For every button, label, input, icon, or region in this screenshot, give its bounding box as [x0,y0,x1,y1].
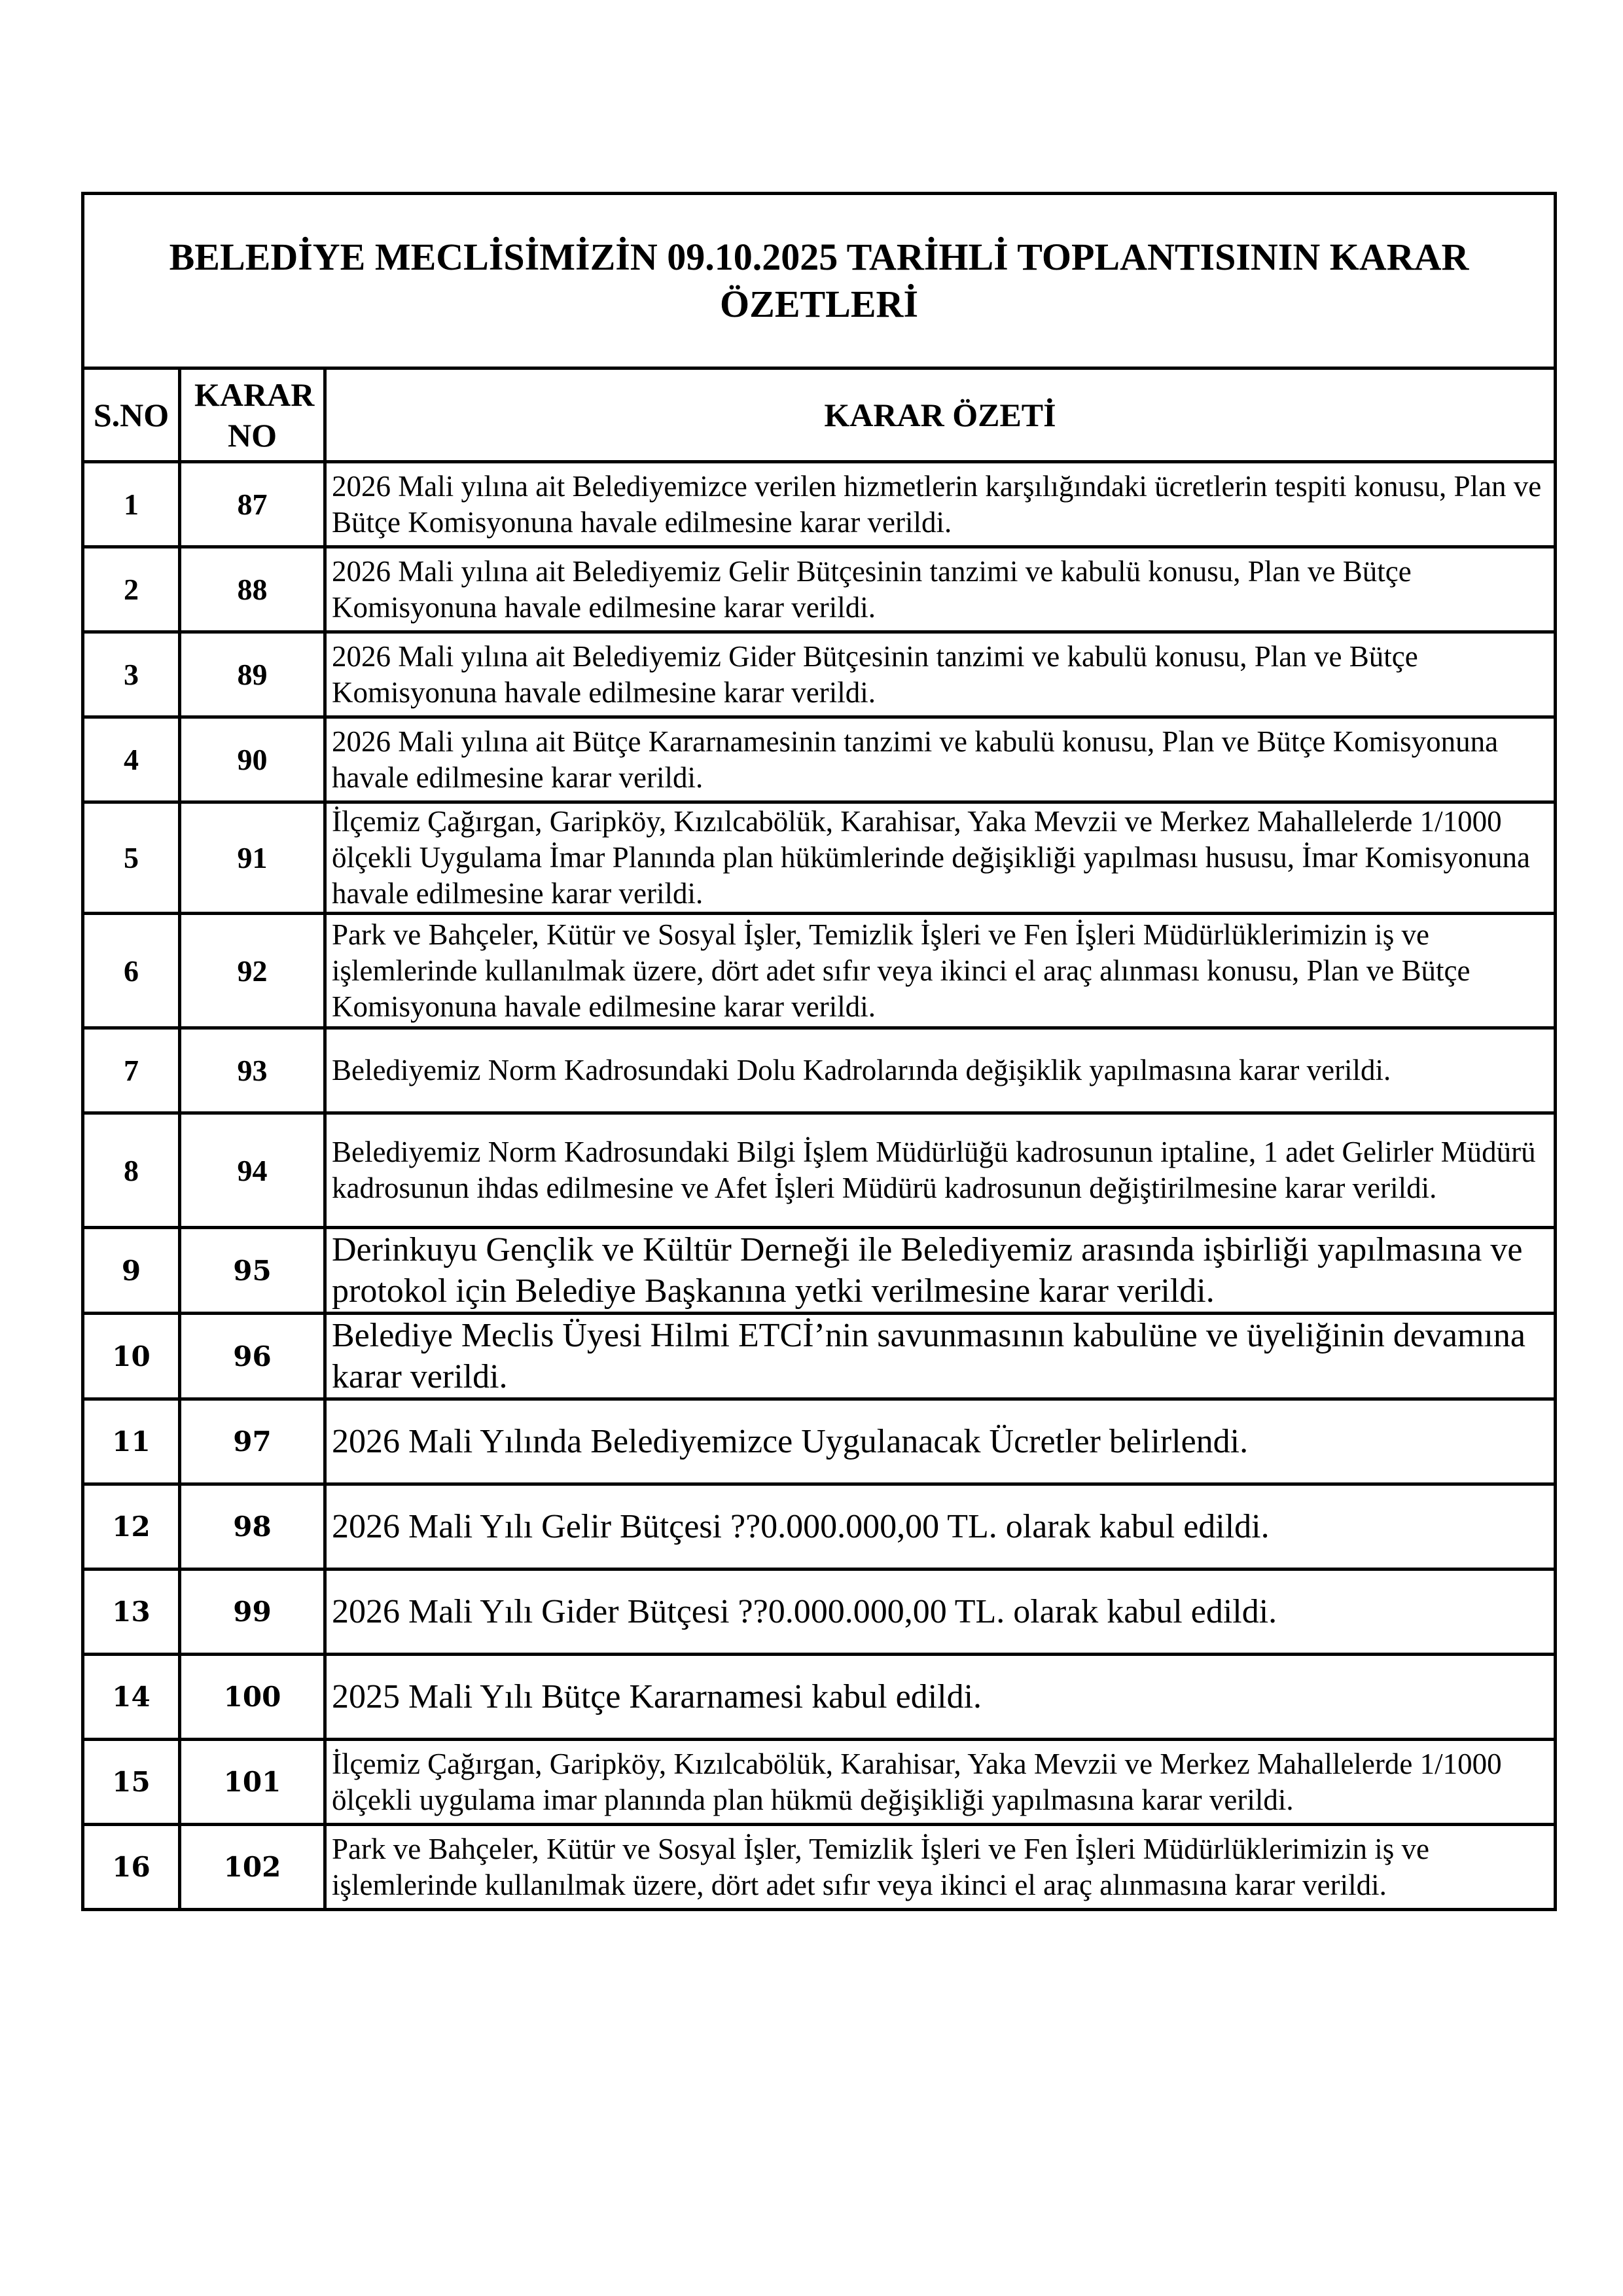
decision-summary: 2026 Mali yılına ait Belediyemiz Gider Bütçesinin tanzimi ve kabulü konusu, Plan ve Bütçe Komisyonuna havale edilmesine karar verildi. [325,632,1556,717]
header-decision-summary: KARAR ÖZETİ [325,368,1556,462]
serial-number: 2 [83,547,180,632]
serial-number: 1 [83,462,180,547]
table-row [83,547,1556,632]
decision-summary: İlçemiz Çağırgan, Garipköy, Kızılcabölük, Karahisar, Yaka Mevzii ve Merkez Mahallelerde 1/1000 ölçekli Uygulama İmar Planında plan hükümlerinde değişikliği yapılması hususu, İmar Komisyonuna havale edilmesine karar verildi. [325,802,1556,914]
decision-summary: 2025 Mali Yılı Bütçe Kararnamesi kabul edildi. [325,1655,1556,1740]
decision-number: 97 [180,1399,325,1484]
decision-number: 89 [180,632,325,717]
decision-number: 98 [180,1484,325,1570]
table-row [83,1228,1556,1314]
table-row [83,1028,1556,1113]
table-row [83,462,1556,547]
document-title: BELEDİYE MECLİSİMİZİN 09.10.2025 TARİHLİ TOPLANTISININ KARAR ÖZETLERİ [83,194,1556,368]
decision-summary: Park ve Bahçeler, Kütür ve Sosyal İşler, Temizlik İşleri ve Fen İşleri Müdürlüklerimizin iş ve işlemlerinde kullanılmak üzere, dört adet sıfır veya ikinci el araç alınması konusu, Plan ve Bütçe Komisyonuna havale edilmesine karar verildi. [325,914,1556,1028]
table-row [83,1484,1556,1570]
decision-summary: Park ve Bahçeler, Kütür ve Sosyal İşler, Temizlik İşleri ve Fen İşleri Müdürlüklerimizin iş ve işlemlerinde kullanılmak üzere, dört adet sıfır veya ikinci el araç alınmasına karar verildi. [325,1825,1556,1910]
decision-summary: 2026 Mali yılına ait Belediyemizce verilen hizmetlerin karşılığındaki ücretlerin tespiti konusu, Plan ve Bütçe Komisyonuna havale edilmesine karar verildi. [325,462,1556,547]
decision-number: 96 [180,1314,325,1399]
decision-number: 87 [180,462,325,547]
serial-number: 9 [83,1228,180,1314]
serial-number: 4 [83,717,180,802]
table-row [83,1399,1556,1484]
decision-summary: İlçemiz Çağırgan, Garipköy, Kızılcabölük, Karahisar, Yaka Mevzii ve Merkez Mahallelerde 1/1000 ölçekli uygulama imar planında plan hükmü değişikliği yapılmasına karar verildi. [325,1740,1556,1825]
decision-number: 99 [180,1570,325,1655]
table-row [83,717,1556,802]
decision-number: 92 [180,914,325,1028]
serial-number: 10 [83,1314,180,1399]
table-row [83,1314,1556,1399]
table-row [83,1825,1556,1910]
header-serial-number: S.NO [83,368,180,462]
table-row [83,1740,1556,1825]
decision-number: 101 [180,1740,325,1825]
serial-number: 6 [83,914,180,1028]
decision-number: 90 [180,717,325,802]
decision-summary: Belediye Meclis Üyesi Hilmi ETCİ’nin savunmasının kabulüne ve üyeliğinin devamına karar verildi. [325,1314,1556,1399]
decision-summary: Derinkuyu Gençlik ve Kültür Derneği ile Belediyemiz arasında işbirliği yapılmasına ve protokol için Belediye Başkanına yetki verilmesine karar verildi. [325,1228,1556,1314]
serial-number: 13 [83,1570,180,1655]
serial-number: 16 [83,1825,180,1910]
header-row [83,368,1556,462]
decision-number: 93 [180,1028,325,1113]
decision-number: 102 [180,1825,325,1910]
header-decision-number: KARAR NO [180,368,325,462]
title-row [83,194,1556,368]
decision-summary: 2026 Mali yılına ait Belediyemiz Gelir Bütçesinin tanzimi ve kabulü konusu, Plan ve Bütçe Komisyonuna havale edilmesine karar verildi. [325,547,1556,632]
decision-summary: 2026 Mali Yılı Gider Bütçesi ??0.000.000,00 TL. olarak kabul edildi. [325,1570,1556,1655]
table-row [83,914,1556,1028]
decision-number: 88 [180,547,325,632]
serial-number: 14 [83,1655,180,1740]
serial-number: 3 [83,632,180,717]
decision-summary-table [81,192,1557,1911]
decision-summary: Belediyemiz Norm Kadrosundaki Dolu Kadrolarında değişiklik yapılmasına karar verildi. [325,1028,1556,1113]
decision-summary: 2026 Mali yılına ait Bütçe Kararnamesinin tanzimi ve kabulü konusu, Plan ve Bütçe Komisyonuna havale edilmesine karar verildi. [325,717,1556,802]
serial-number: 5 [83,802,180,914]
decision-number: 95 [180,1228,325,1314]
decision-summary: Belediyemiz Norm Kadrosundaki Bilgi İşlem Müdürlüğü kadrosunun iptaline, 1 adet Gelirler Müdürü kadrosunun ihdas edilmesine ve Afet İşleri Müdürü kadrosunun değiştirilmesine karar verildi. [325,1113,1556,1228]
table-row [83,802,1556,914]
decision-summary: 2026 Mali Yılında Belediyemizce Uygulanacak Ücretler belirlendi. [325,1399,1556,1484]
serial-number: 11 [83,1399,180,1484]
decision-summary: 2026 Mali Yılı Gelir Bütçesi ??0.000.000,00 TL. olarak kabul edildi. [325,1484,1556,1570]
table-row [83,1113,1556,1228]
table-row [83,1570,1556,1655]
serial-number: 15 [83,1740,180,1825]
table-row [83,632,1556,717]
serial-number: 8 [83,1113,180,1228]
decision-number: 91 [180,802,325,914]
decision-number: 100 [180,1655,325,1740]
table-row [83,1655,1556,1740]
serial-number: 7 [83,1028,180,1113]
decision-number: 94 [180,1113,325,1228]
serial-number: 12 [83,1484,180,1570]
